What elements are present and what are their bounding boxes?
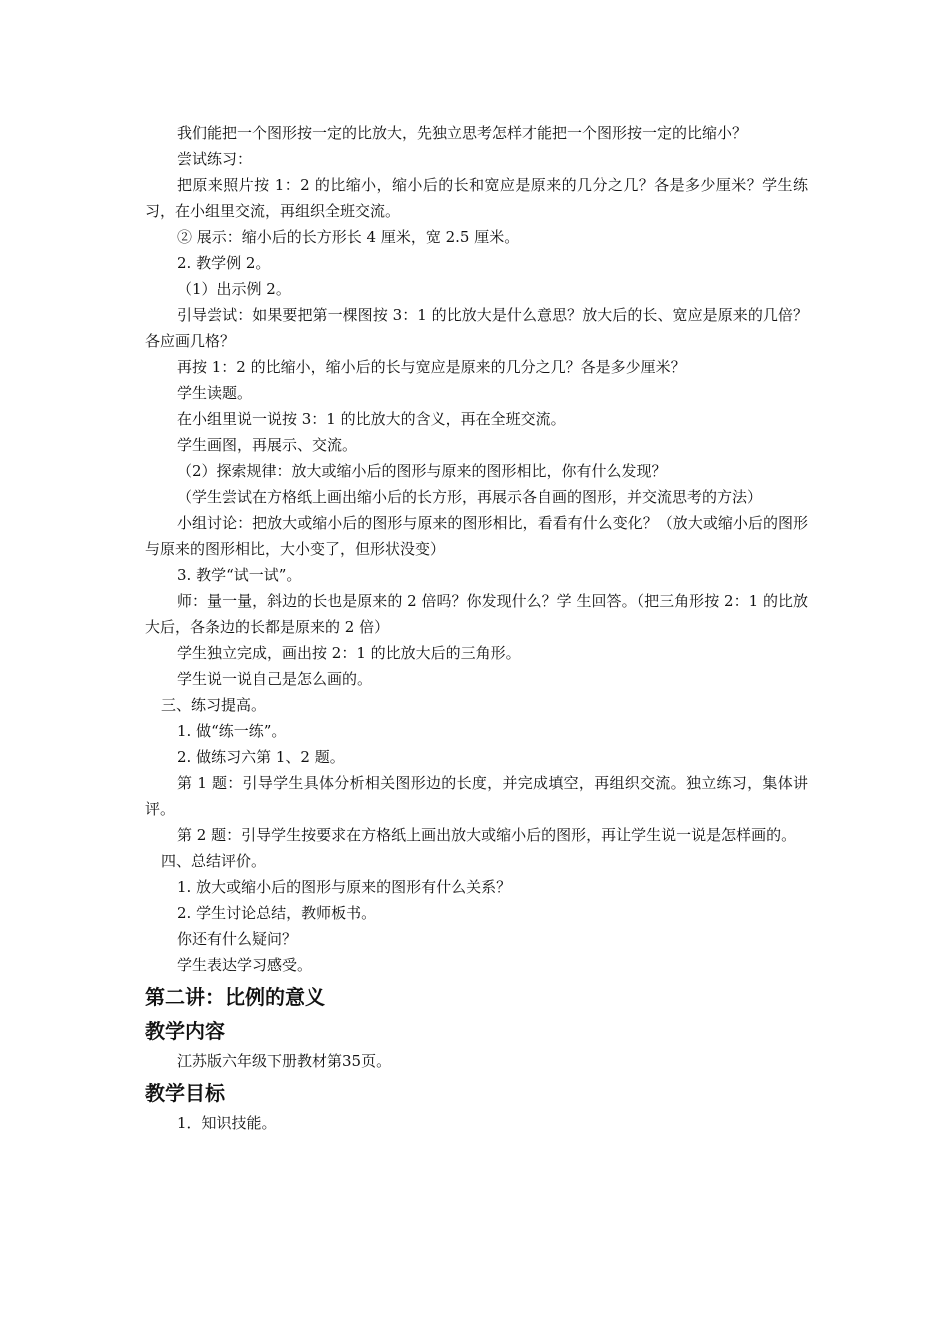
- paragraph: （1）出示例 2。: [177, 280, 291, 298]
- paragraph: 1. 放大或缩小后的图形与原来的图形有什么关系？: [177, 878, 512, 896]
- paragraph: 小组讨论：把放大或缩小后的图形与原来的图形相比，看看有什么变化？（放大或缩小后的图形与原来的图形相比，大小变了，但形状没变）: [145, 514, 808, 558]
- paragraph: 在小组里说一说按 3：1 的比放大的含义，再在全班交流。: [177, 410, 566, 428]
- paragraph: 1. 做“练一练”。: [177, 722, 287, 740]
- paragraph: 师：量一量，斜边的长也是原来的 2 倍吗？你发现什么？学 生回答。（把三角形按 2：1 的比放大后，各条边的长都是原来的 2 倍）: [145, 592, 808, 636]
- paragraph: 学生独立完成，画出按 2：1 的比放大后的三角形。: [177, 644, 521, 662]
- paragraph: ② 展示：缩小后的长方形长 4 厘米，宽 2.5 厘米。: [177, 228, 520, 246]
- content-text: 江苏版六年级下册教材第35页。: [177, 1052, 392, 1070]
- paragraph: 第 2 题：引导学生按要求在方格纸上画出放大或缩小后的图形，再让学生说一说是怎样画的。: [177, 826, 797, 844]
- section-heading-practice: 三、练习提高。: [161, 696, 267, 714]
- paragraph: 学生读题。: [177, 384, 253, 402]
- document-body: [145, 120, 808, 1136]
- paragraph: 我们能把一个图形按一定的比放大，先独立思考怎样才能把一个图形按一定的比缩小？: [177, 124, 748, 142]
- goals-heading: 教学目标: [145, 1081, 225, 1105]
- paragraph: （学生尝试在方格纸上画出缩小后的长方形，再展示各自画的图形，并交流思考的方法）: [177, 488, 763, 506]
- paragraph: 第 1 题：引导学生具体分析相关图形边的长度，并完成填空，再组织交流。独立练习，集体讲评。: [145, 774, 808, 818]
- paragraph: 尝试练习：: [177, 150, 253, 168]
- lecture-title: 第二讲：比例的意义: [145, 985, 325, 1009]
- paragraph: 学生画图，再展示、交流。: [177, 436, 358, 454]
- paragraph: 2. 教学例 2。: [177, 254, 271, 272]
- paragraph: 2. 学生讨论总结，教师板书。: [177, 904, 377, 922]
- paragraph: 3. 教学“试一试”。: [177, 566, 302, 584]
- paragraph: 学生说一说自己是怎么画的。: [177, 670, 373, 688]
- section-heading-summary: 四、总结评价。: [161, 852, 267, 870]
- paragraph: 你还有什么疑问？: [177, 930, 298, 948]
- paragraph: 引导尝试：如果要把第一棵图按 3：1 的比放大是什么意思？放大后的长、宽应是原来的几倍？各应画几格？: [145, 306, 808, 350]
- paragraph: 学生表达学习感受。: [177, 956, 313, 974]
- paragraph: 把原来照片按 1：2 的比缩小，缩小后的长和宽应是原来的几分之几？各是多少厘米？学生练习，在小组里交流，再组织全班交流。: [145, 176, 808, 220]
- content-heading: 教学内容: [145, 1019, 225, 1043]
- paragraph: 再按 1：2 的比缩小，缩小后的长与宽应是原来的几分之几？各是多少厘米？: [177, 358, 686, 376]
- goals-item: 1．知识技能。: [177, 1114, 277, 1132]
- paragraph: （2）探索规律：放大或缩小后的图形与原来的图形相比，你有什么发现？: [177, 462, 667, 480]
- paragraph: 2. 做练习六第 1、2 题。: [177, 748, 345, 766]
